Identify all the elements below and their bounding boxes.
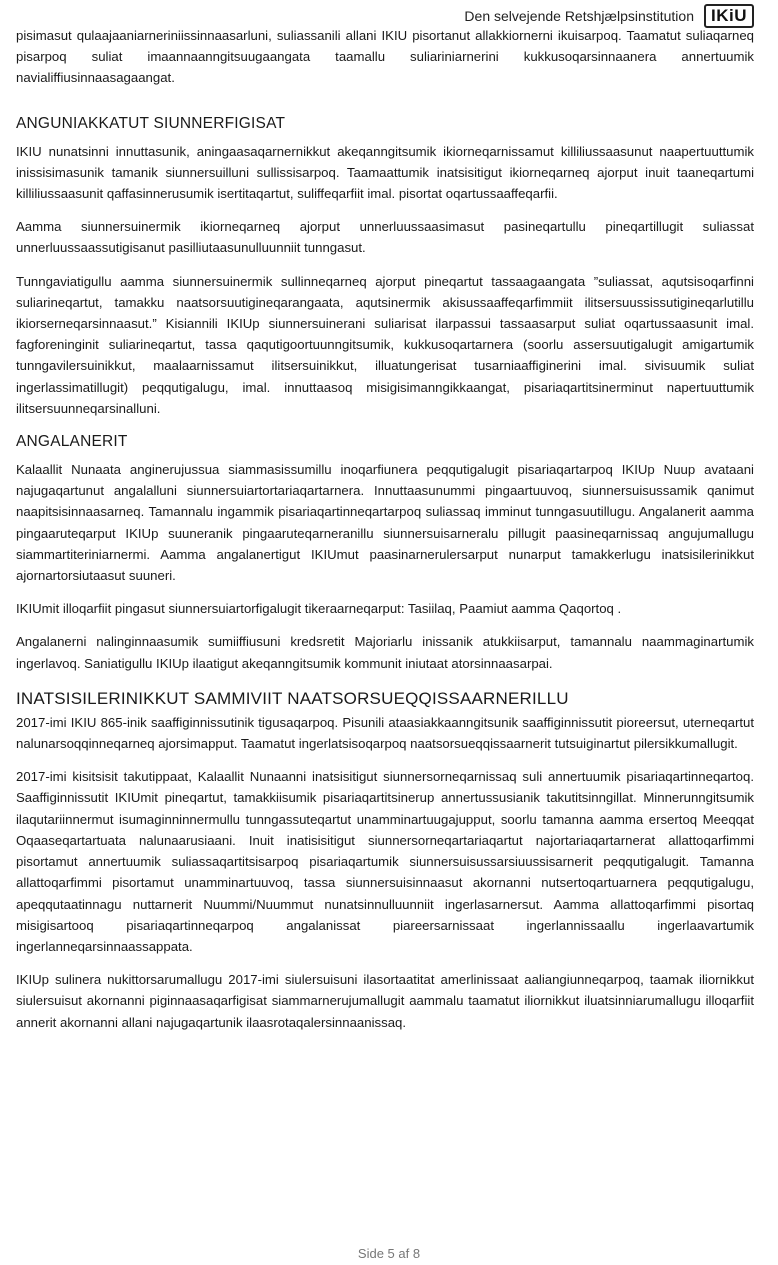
intro-paragraph: pisimasut qulaajaaniarneriniissinnaasarluni, suliassanili allani IKIU pisortanut allakkiornerni ikuisarpoq. Taamatut suliaqarneq pisarpoq suliat imaannaanngitsuugaangata taamallu suliariniarnerini kukkusoqarsinnaanera annertuumik navialiffiusinnaasagaangat. bbox=[16, 28, 754, 86]
document-body bbox=[16, 25, 754, 1045]
section-heading-travel: ANGALANERIT bbox=[16, 433, 128, 451]
travel-paragraph-2: IKIUmit illoqarfiit pingasut siunnersuiartorfigalugit tikeraarneqarput: Tasiilaq, Paamiut aamma Qaqortoq . bbox=[16, 601, 622, 617]
section-heading-goals: ANGUNIAKKATUT SIUNNERFIGISAT bbox=[16, 114, 286, 132]
goals-paragraph-1: IKIU nunatsinni innuttasunik, aningaasaqarnernikkut akeqanngitsumik ikiorneqarnissamut killiliussaasunut naapertuuttumik inissisimasunik tamanik siunnersuilluni sullissisarpoq. Taamaattumik inatsisitigut ikiorneqarneq ajorput inuit taaneqartumi killiliussaasunit qaffasinnerusumik isertitaqartut, suliffeqarfiit imal. pisortat oqartussaaffeqarfii. bbox=[16, 143, 754, 202]
legal-paragraph-3: IKIUp sulinera nukittorsarumallugu 2017-imi siulersuisuni ilasortaatitat amerlinissaat aaliangiunneqarpoq, taamak iliornikkut siulersuisut akornanni piginnaasaqarfigisat siammarnerujumallugit aammalu taamatut iliornikkut iluatsinniarumallugu illoqarfiit annerit akornanni allani najugaqartunik ilaasrotaqalersinnaanissaq. bbox=[16, 972, 754, 1030]
iku-logo: IKiU bbox=[704, 4, 754, 28]
goals-paragraph-3: Tunngaviatigullu aamma siunnersuinermik sullinneqarneq ajorput pineqartut tassaagaangata ”suliassat, aqutsisoqarfinni suliarineqartut, tamakku naatsorsuutigineqarangaata, aqutsinermik akisussaaffeqarfimmiit ilitsersuussissutigineqarlutillu ikiorserneqarsinnaasut.” Kisiannili IKIUp siunnersuinerani suliarisat ilarpassui tassaasarput suliat oqartussaasunit imal. fagforeninginit suliarineqartut, tassa qaqutigoortuunngitsumik, kukkusoqartarnera (soorlu assersuutigalugit amigartumik tunngavilersuinikkut, maalaarnissamut ilitsersuinikkut, illuatungerisat tusarniaaffiginerini imal. sivisuumik suliat ingerlassimatillugit) peqqutigalugu, imal. innuttaasoq misigisimanngikkaangat, pisariaqartitsinerminut napertuuttumik ilitsersuunneqarsinalluni. bbox=[16, 273, 754, 416]
institution-name: Den selvejende Retshjælpsinstitution bbox=[464, 8, 694, 24]
travel-paragraph-3: Angalanerni nalinginnaasumik sumiiffiusuni kredsretit Majoriarlu inissanik atukkiisarput, tamannalu naammaginartumik ingerlavoq. Saniatigullu IKIUp ilaatigut akeqanngitsumik kommunit iniutaat atorsinnaasarpai. bbox=[16, 634, 754, 671]
legal-paragraph-1: 2017-imi IKIU 865-inik saaffiginnissutinik tigusaqarpoq. Pisunili ataasiakkaanngitsunik saaffiginnissutit pioreersut, uterneqartut nalunarsoqqinneqarneq ajorsimapput. Taamatut ingerlatsisoqarpoq naatsorsueqqissaarnerit tutsuiginartut pilersikkumallugit. bbox=[16, 714, 754, 752]
page-number: Side 5 af 8 bbox=[357, 1246, 421, 1261]
travel-paragraph-1: Kalaallit Nunaata anginerujussua siammasissumillu inoqarfiunera peqqutigalugit pisariaqartarpoq IKIUp Nuup avataani najugaqartunut angalalluni siunnersuiartortariaqartarnera. Innuttaasunummi pingaartuuvoq, siunnersuisussamik qanimut naapitsisinnaasarneq. Tamannalu ingammik pisariaqartinneqartarpoq suliassaq imminut tunngasuutillugu. Angalanerit aamma pingaaruteqarput IKIUp suuneranik pingaaruteqarneranillu siunnersuisarneralu pillugit paasineqarnissaq angujumallugu siammartiteriniarnermi. Aamma angalanertigut IKIUmut paasinarnerulersarput nunarput tamakkerlugu inatsisilerinikkut ajornartorsiutaasut suuneri. bbox=[16, 462, 754, 584]
goals-paragraph-2: Aamma siunnersuinermik ikiorneqarneq ajorput unnerluussaasimasut pasineqartullu pineqartillugit suliassat unnerluussaassutigisanut pasilliutaasunulluunniit tunngasut. bbox=[16, 219, 754, 256]
legal-paragraph-2: 2017-imi kisitsisit takutippaat, Kalaallit Nunaanni inatsisitigut siunnersorneqarnissaq suli annertuumik pisariaqartinneqartoq. Saaffiginnissutit IKIUmit pineqartut, tamakkiisumik pisariaqartitsinerup annertussusianik takutitsinngillat. Minnerunngitsumik ilaqutariinnermut isumaginninnermullu tunngassuteqartut unamminartuugajupput, soorlu tamanna aamma ersertoq Meeqqat Oqaaseqartartuata nalunaarusiaani. Inuit inatisisitigut siunnersorneqartariaqartut najortariaqartarnerat allattoqarfimmi pisortamut annertuumik suliassaqartitsisarpoq pisariaqartumik siunnersuisussarsiuussisarnerit peqqutigalugit. Tamanna allattoqarfimmi pisortamut unamminartuuvoq, tassa siunnersuisinnaasut akornanni nutsertoqartuarnera peqqutigalugu, apeqqutaatinnagu nuttarnerit Nuummi/Nuummut nunatsinnulluunniit ingerlasarnersut. Aamma allattoqarfimmi pisortaq misigisartooq pisariaqartinneqarpoq angalanissat piareersarnissaat ingerlannissaallu ingerlaavartumik ingerlanneqarsinnaassappata. bbox=[16, 769, 754, 954]
section-heading-legal-areas: INATSISILERINIKKUT SAMMIVIIT NAATSORSUEQQISSAARNERILLU bbox=[16, 688, 569, 708]
